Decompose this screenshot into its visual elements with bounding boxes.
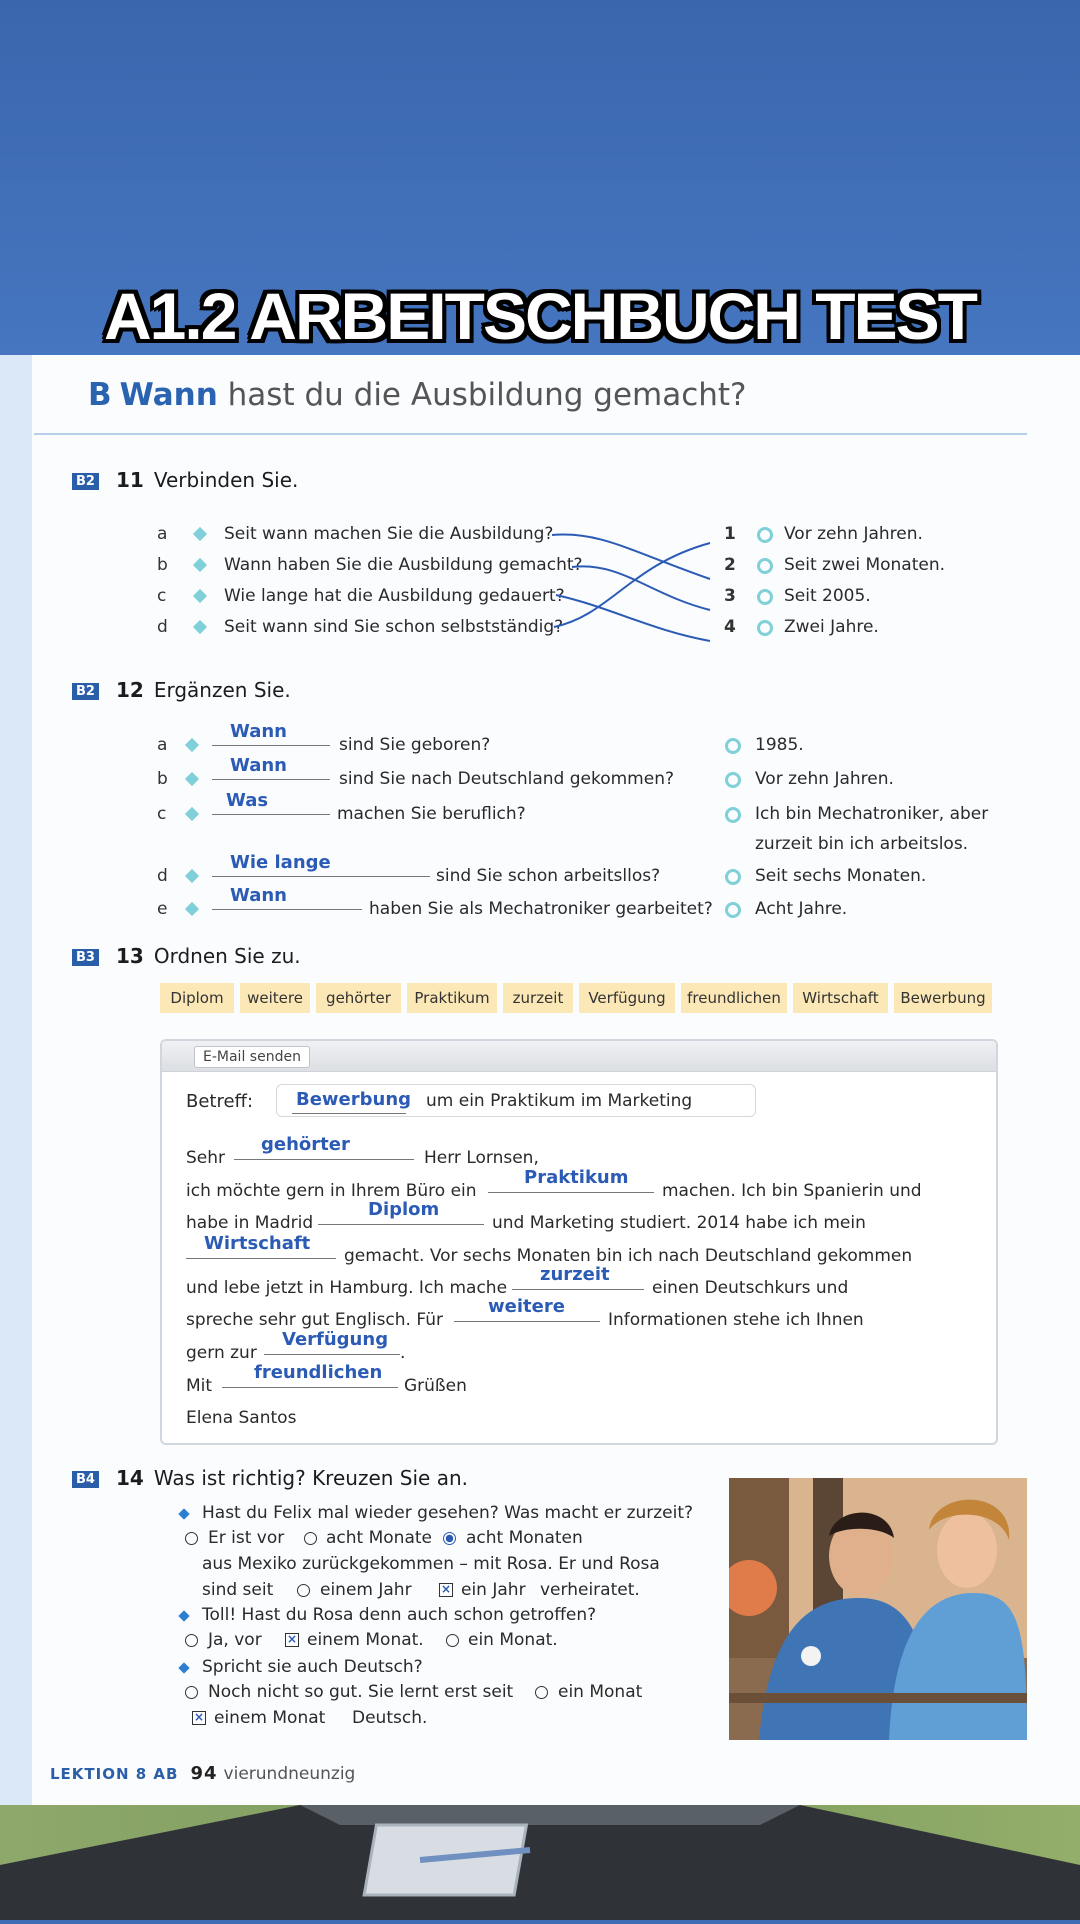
item-letter: c xyxy=(157,586,167,606)
answer-text: Seit 2005. xyxy=(784,586,871,606)
exercise-13-title xyxy=(116,944,301,968)
radio-option-icon[interactable] xyxy=(185,1532,198,1545)
gap-line xyxy=(212,814,330,815)
circle-bullet-icon xyxy=(725,869,741,885)
word-chip: gehörter xyxy=(316,983,401,1013)
bullet-icon xyxy=(178,1662,189,1673)
circle-bullet-icon xyxy=(757,527,773,543)
match-line-b-3 xyxy=(572,566,710,610)
option-text: Ja, vor xyxy=(208,1630,262,1650)
email-text: ich möchte gern in Ihrem Büro ein xyxy=(186,1181,477,1201)
question-text: sind seit xyxy=(202,1580,274,1600)
reply-text: Seit sechs Monaten. xyxy=(755,866,927,886)
question-text: Wann haben Sie die Ausbildung gemacht? xyxy=(224,555,583,575)
gap-answer: Wann xyxy=(230,885,287,906)
email-text: gern zur xyxy=(186,1343,257,1363)
email-text: Sehr xyxy=(186,1148,226,1168)
gap-line xyxy=(234,1159,414,1160)
email-text: habe in Madrid xyxy=(186,1213,314,1233)
gap-line xyxy=(318,1224,484,1225)
page-number: 94 xyxy=(190,1763,218,1784)
gap-answer: Wann xyxy=(230,755,287,776)
exercise-tag: B2 xyxy=(72,473,99,490)
gap-line xyxy=(454,1321,600,1322)
email-text: . xyxy=(400,1343,406,1363)
email-text: gemacht. Vor sechs Monaten bin ich nach Deutschland gekommen xyxy=(344,1246,913,1266)
answer-text: Zwei Jahre. xyxy=(784,617,879,637)
answer-number: 1 xyxy=(724,524,736,544)
diamond-bullet-icon xyxy=(193,527,207,541)
radio-selected-icon[interactable] xyxy=(443,1532,456,1545)
email-text: und lebe jetzt in Hamburg. Ich mache xyxy=(186,1278,508,1298)
gap-answer: Wie lange xyxy=(230,852,331,873)
email-text: und Marketing studiert. 2014 habe ich mein xyxy=(492,1213,866,1233)
answer-text: Seit zwei Monaten. xyxy=(784,555,946,575)
page-margin-strip xyxy=(0,355,32,1805)
send-email-button[interactable]: E-Mail senden xyxy=(194,1046,310,1068)
question-text: aus Mexiko zurückgekommen – mit Rosa. Er und Rosa xyxy=(202,1554,660,1574)
question-text: sind Sie schon arbeitsllos? xyxy=(436,866,661,886)
page-footer xyxy=(50,1763,355,1784)
gap-answer: Verfügung xyxy=(282,1329,389,1350)
radio-option-icon[interactable] xyxy=(185,1686,198,1699)
exercise-instruction: Ergänzen Sie. xyxy=(153,678,291,702)
diamond-bullet-icon xyxy=(185,869,199,883)
gap-line xyxy=(292,1113,406,1114)
exercise-tag: B4 xyxy=(72,1471,99,1488)
item-letter: a xyxy=(157,735,168,755)
section-heading-rest: hast du die Ausbildung gemacht? xyxy=(227,377,747,413)
gap-answer: Was xyxy=(226,790,269,811)
diamond-bullet-icon xyxy=(193,558,207,572)
circle-bullet-icon xyxy=(757,558,773,574)
radio-option-icon[interactable] xyxy=(446,1634,459,1647)
subject-answer: Bewerbung xyxy=(296,1089,412,1110)
email-text: Informationen stehe ich Ihnen xyxy=(608,1310,864,1330)
circle-bullet-icon xyxy=(725,772,741,788)
question-text: Hast du Felix mal wieder gesehen? Was macht er zurzeit? xyxy=(202,1503,694,1523)
subject-label: Betreff: xyxy=(186,1091,254,1112)
exercise-instruction: Verbinden Sie. xyxy=(153,468,299,492)
question-text: Deutsch. xyxy=(352,1708,428,1728)
email-text: machen. Ich bin Spanierin und xyxy=(662,1181,922,1201)
gap-line xyxy=(264,1354,400,1355)
exercise-tag: B2 xyxy=(72,683,99,700)
match-line-a-2 xyxy=(552,534,710,579)
reply-text: Vor zehn Jahren. xyxy=(755,769,894,789)
question-text: Spricht sie auch Deutsch? xyxy=(202,1657,423,1677)
overlay-title: A1.2 ARBEITSCHBUCH TEST xyxy=(104,279,976,353)
gap-answer: freundlichen xyxy=(254,1362,383,1383)
email-text: Herr Lornsen, xyxy=(424,1148,539,1168)
section-letter: B xyxy=(88,377,112,413)
matching-lines xyxy=(540,515,720,645)
option-text: acht Monate xyxy=(326,1528,432,1548)
circle-bullet-icon xyxy=(725,738,741,754)
gap-line xyxy=(222,1387,398,1388)
option-text: Noch nicht so gut. Sie lernt erst seit xyxy=(208,1682,514,1702)
question-text: verheiratet. xyxy=(540,1580,640,1600)
gap-answer: Praktikum xyxy=(524,1167,629,1188)
email-text: Mit xyxy=(186,1376,213,1396)
word-chip: zurzeit xyxy=(503,983,573,1013)
diamond-bullet-icon xyxy=(193,589,207,603)
gap-answer: Wann xyxy=(230,721,287,742)
question-text: sind Sie geboren? xyxy=(339,735,491,755)
item-letter: e xyxy=(157,899,168,919)
option-text: ein Jahr xyxy=(461,1580,526,1600)
photo-two-men-talking xyxy=(729,1478,1027,1740)
exercise-14-title xyxy=(116,1466,468,1490)
answer-number: 4 xyxy=(724,617,736,637)
checked-box-icon[interactable]: × xyxy=(286,1632,298,1646)
answer-number: 3 xyxy=(724,586,736,606)
diamond-bullet-icon xyxy=(185,807,199,821)
word-chip: Bewerbung xyxy=(894,983,992,1013)
option-text: ein Monat xyxy=(558,1682,643,1702)
gap-answer: gehörter xyxy=(261,1134,350,1155)
gap-answer: Diplom xyxy=(368,1199,440,1220)
circle-bullet-icon xyxy=(725,807,741,823)
email-signature: Elena Santos xyxy=(186,1408,297,1428)
option-text: einem Monat xyxy=(214,1708,326,1728)
radio-option-icon[interactable] xyxy=(297,1584,310,1597)
gap-line xyxy=(512,1289,644,1290)
item-letter: a xyxy=(157,524,168,544)
item-letter: b xyxy=(157,769,168,789)
circle-bullet-icon xyxy=(757,589,773,605)
option-text: acht Monaten xyxy=(466,1528,583,1548)
word-chip: Diplom xyxy=(160,983,234,1013)
reply-text: Ich bin Mechatroniker, aber xyxy=(755,804,989,824)
exercise-number: 14 xyxy=(116,1466,144,1490)
reply-text-continued: zurzeit bin ich arbeitslos. xyxy=(755,834,969,854)
word-chip: Wirtschaft xyxy=(793,983,888,1013)
item-letter: d xyxy=(157,866,168,886)
heading-divider xyxy=(34,433,1027,435)
diamond-bullet-icon xyxy=(185,902,199,916)
diamond-bullet-icon xyxy=(193,620,207,634)
gap-line xyxy=(488,1192,654,1193)
email-text: Grüßen xyxy=(404,1376,467,1396)
exercise-number: 11 xyxy=(116,468,144,492)
option-text: einem Monat. xyxy=(307,1630,424,1650)
question-text: Wie lange hat die Ausbildung gedauert? xyxy=(224,586,565,606)
question-text: sind Sie nach Deutschland gekommen? xyxy=(339,769,674,789)
diamond-bullet-icon xyxy=(185,738,199,752)
workbook-page xyxy=(0,355,1080,1805)
reply-text: Acht Jahre. xyxy=(755,899,848,919)
bullet-icon xyxy=(178,1508,189,1519)
circle-bullet-icon xyxy=(757,620,773,636)
gap-answer: Wirtschaft xyxy=(204,1233,311,1254)
question-text: Seit wann sind Sie schon selbstständig? xyxy=(224,617,564,637)
exercise-11-title xyxy=(116,468,298,492)
radio-option-icon[interactable] xyxy=(185,1634,198,1647)
page-number-word: vierundneunzig xyxy=(223,1764,356,1784)
checked-box-icon[interactable]: × xyxy=(440,1582,452,1596)
exercise-number: 12 xyxy=(116,678,144,702)
radio-option-icon[interactable] xyxy=(535,1686,548,1699)
question-text: haben Sie als Mechatroniker gearbeitet? xyxy=(369,899,713,919)
word-chip: freundlichen xyxy=(681,983,787,1013)
item-letter: b xyxy=(157,555,168,575)
word-chip: Verfügung xyxy=(579,983,675,1013)
exercise-number: 13 xyxy=(116,944,144,968)
gap-line xyxy=(212,876,430,877)
word-chip: weitere xyxy=(240,983,310,1013)
question-text: machen Sie beruflich? xyxy=(337,804,526,824)
gap-line xyxy=(212,745,330,746)
gap-line xyxy=(212,909,362,910)
circle-bullet-icon xyxy=(725,902,741,918)
answer-number: 2 xyxy=(724,555,736,575)
item-letter: d xyxy=(157,617,168,637)
email-window xyxy=(160,1039,998,1445)
option-text: einem Jahr xyxy=(320,1580,412,1600)
gap-answer: zurzeit xyxy=(540,1264,610,1285)
subject-text: um ein Praktikum im Marketing xyxy=(426,1091,693,1111)
option-text: ein Monat. xyxy=(468,1630,558,1650)
section-heading xyxy=(88,377,747,413)
exercise-tag: B3 xyxy=(72,949,99,966)
exercise-instruction: Was ist richtig? Kreuzen Sie an. xyxy=(153,1466,468,1490)
question-text: Toll! Hast du Rosa denn auch schon getroffen? xyxy=(202,1605,597,1625)
option-text: Er ist vor xyxy=(208,1528,285,1548)
gap-line xyxy=(186,1258,336,1259)
gap-answer: weitere xyxy=(488,1296,565,1317)
email-text: einen Deutschkurs und xyxy=(652,1278,849,1298)
section-keyword: Wann xyxy=(119,377,218,413)
word-chip: Praktikum xyxy=(407,983,497,1013)
answer-text: Vor zehn Jahren. xyxy=(784,524,923,544)
question-text: Seit wann machen Sie die Ausbildung? xyxy=(224,524,554,544)
video-background-bottom xyxy=(0,1805,1080,1920)
exercise-12-title xyxy=(116,678,291,702)
reply-text: 1985. xyxy=(755,735,804,755)
match-line-d-1 xyxy=(554,543,710,627)
radio-option-icon[interactable] xyxy=(304,1532,317,1545)
bullet-icon xyxy=(178,1610,189,1621)
item-letter: c xyxy=(157,804,167,824)
gap-line xyxy=(212,779,330,780)
email-toolbar xyxy=(162,1041,996,1072)
diamond-bullet-icon xyxy=(185,772,199,786)
checked-box-icon[interactable]: × xyxy=(193,1710,205,1724)
email-text: spreche sehr gut Englisch. Für xyxy=(186,1310,443,1330)
exercise-instruction: Ordnen Sie zu. xyxy=(153,944,301,968)
lesson-label: LEKTION 8 AB xyxy=(50,1765,179,1783)
